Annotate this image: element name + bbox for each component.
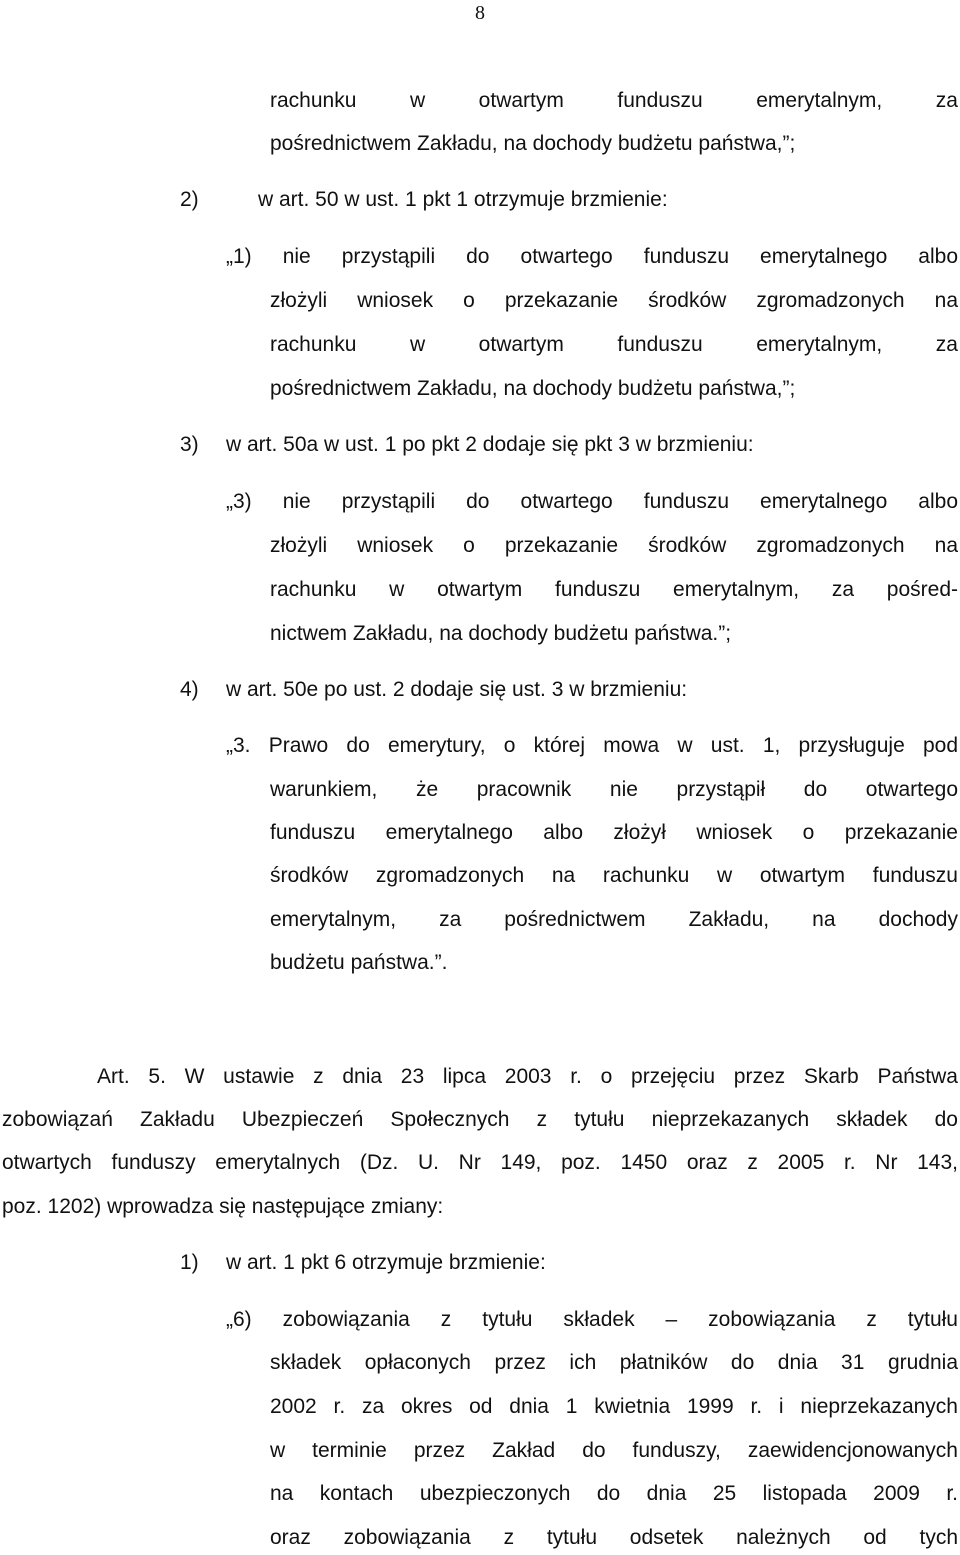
quoted-text-line: w terminie przez Zakład do funduszy, zaewidencjonowanych bbox=[270, 1439, 958, 1462]
list-item-number: 4) bbox=[180, 678, 199, 701]
list-item-number: 1) bbox=[180, 1251, 199, 1274]
list-item-number: 2) bbox=[180, 188, 199, 211]
quoted-text-line: środków zgromadzonych na rachunku w otwartym funduszu bbox=[270, 864, 958, 887]
text-line: rachunku w otwartym funduszu emerytalnym, za bbox=[270, 89, 958, 112]
quoted-text-line: „3) nie przystąpili do otwartego funduszu emerytalnego albo bbox=[226, 490, 958, 513]
quoted-text-line: „1) nie przystąpili do otwartego funduszu emerytalnego albo bbox=[226, 245, 958, 268]
quoted-text-line: oraz zobowiązania z tytułu odsetek należnych od tych bbox=[270, 1526, 958, 1549]
text-line: pośrednictwem Zakładu, na dochody budżetu państwa,”; bbox=[270, 132, 796, 155]
article-text-line: Art. 5. W ustawie z dnia 23 lipca 2003 r. o przejęciu przez Skarb Państwa bbox=[97, 1065, 958, 1088]
quoted-text-line: budżetu państwa.”. bbox=[270, 951, 448, 974]
quoted-text-line: rachunku w otwartym funduszu emerytalnym, za pośred- bbox=[270, 578, 958, 601]
article-text-line: poz. 1202) wprowadza się następujące zmiany: bbox=[2, 1195, 444, 1218]
article-text-line: otwartych funduszy emerytalnych (Dz. U. Nr 149, poz. 1450 oraz z 2005 r. Nr 143, bbox=[2, 1151, 958, 1174]
quoted-text-line: warunkiem, że pracownik nie przystąpił do otwartego bbox=[270, 778, 958, 801]
quoted-text-line: „6) zobowiązania z tytułu składek – zobowiązania z tytułu bbox=[226, 1308, 958, 1331]
quoted-text-line: emerytalnym, za pośrednictwem Zakładu, na dochody bbox=[270, 908, 958, 931]
article-text-line: zobowiązań Zakładu Ubezpieczeń Społecznych z tytułu nieprzekazanych składek do bbox=[2, 1108, 958, 1131]
list-item-text: w art. 50e po ust. 2 dodaje się ust. 3 w brzmieniu: bbox=[226, 678, 688, 701]
quoted-text-line: rachunku w otwartym funduszu emerytalnym, za bbox=[270, 333, 958, 356]
quoted-text-line: 2002 r. za okres od dnia 1 kwietnia 1999 r. i nieprzekazanych bbox=[270, 1395, 958, 1418]
quoted-text-line: funduszu emerytalnego albo złożył wniosek o przekazanie bbox=[270, 821, 958, 844]
list-item-text: w art. 50a w ust. 1 po pkt 2 dodaje się pkt 3 w brzmieniu: bbox=[226, 433, 754, 456]
quoted-text-line: pośrednictwem Zakładu, na dochody budżetu państwa,”; bbox=[270, 377, 796, 400]
page-number: 8 bbox=[475, 2, 485, 24]
list-item-text: w art. 1 pkt 6 otrzymuje brzmienie: bbox=[226, 1251, 546, 1274]
quoted-text-line: nictwem Zakładu, na dochody budżetu państwa.”; bbox=[270, 622, 732, 645]
quoted-text-line: złożyli wniosek o przekazanie środków zgromadzonych na bbox=[270, 534, 958, 557]
quoted-text-line: złożyli wniosek o przekazanie środków zgromadzonych na bbox=[270, 289, 958, 312]
quoted-text-line: „3. Prawo do emerytury, o której mowa w ust. 1, przysługuje pod bbox=[226, 734, 958, 757]
quoted-text-line: na kontach ubezpieczonych do dnia 25 listopada 2009 r. bbox=[270, 1482, 958, 1505]
list-item-text: w art. 50 w ust. 1 pkt 1 otrzymuje brzmienie: bbox=[258, 188, 668, 211]
quoted-text-line: składek opłaconych przez ich płatników do dnia 31 grudnia bbox=[270, 1351, 958, 1374]
list-item-number: 3) bbox=[180, 433, 199, 456]
